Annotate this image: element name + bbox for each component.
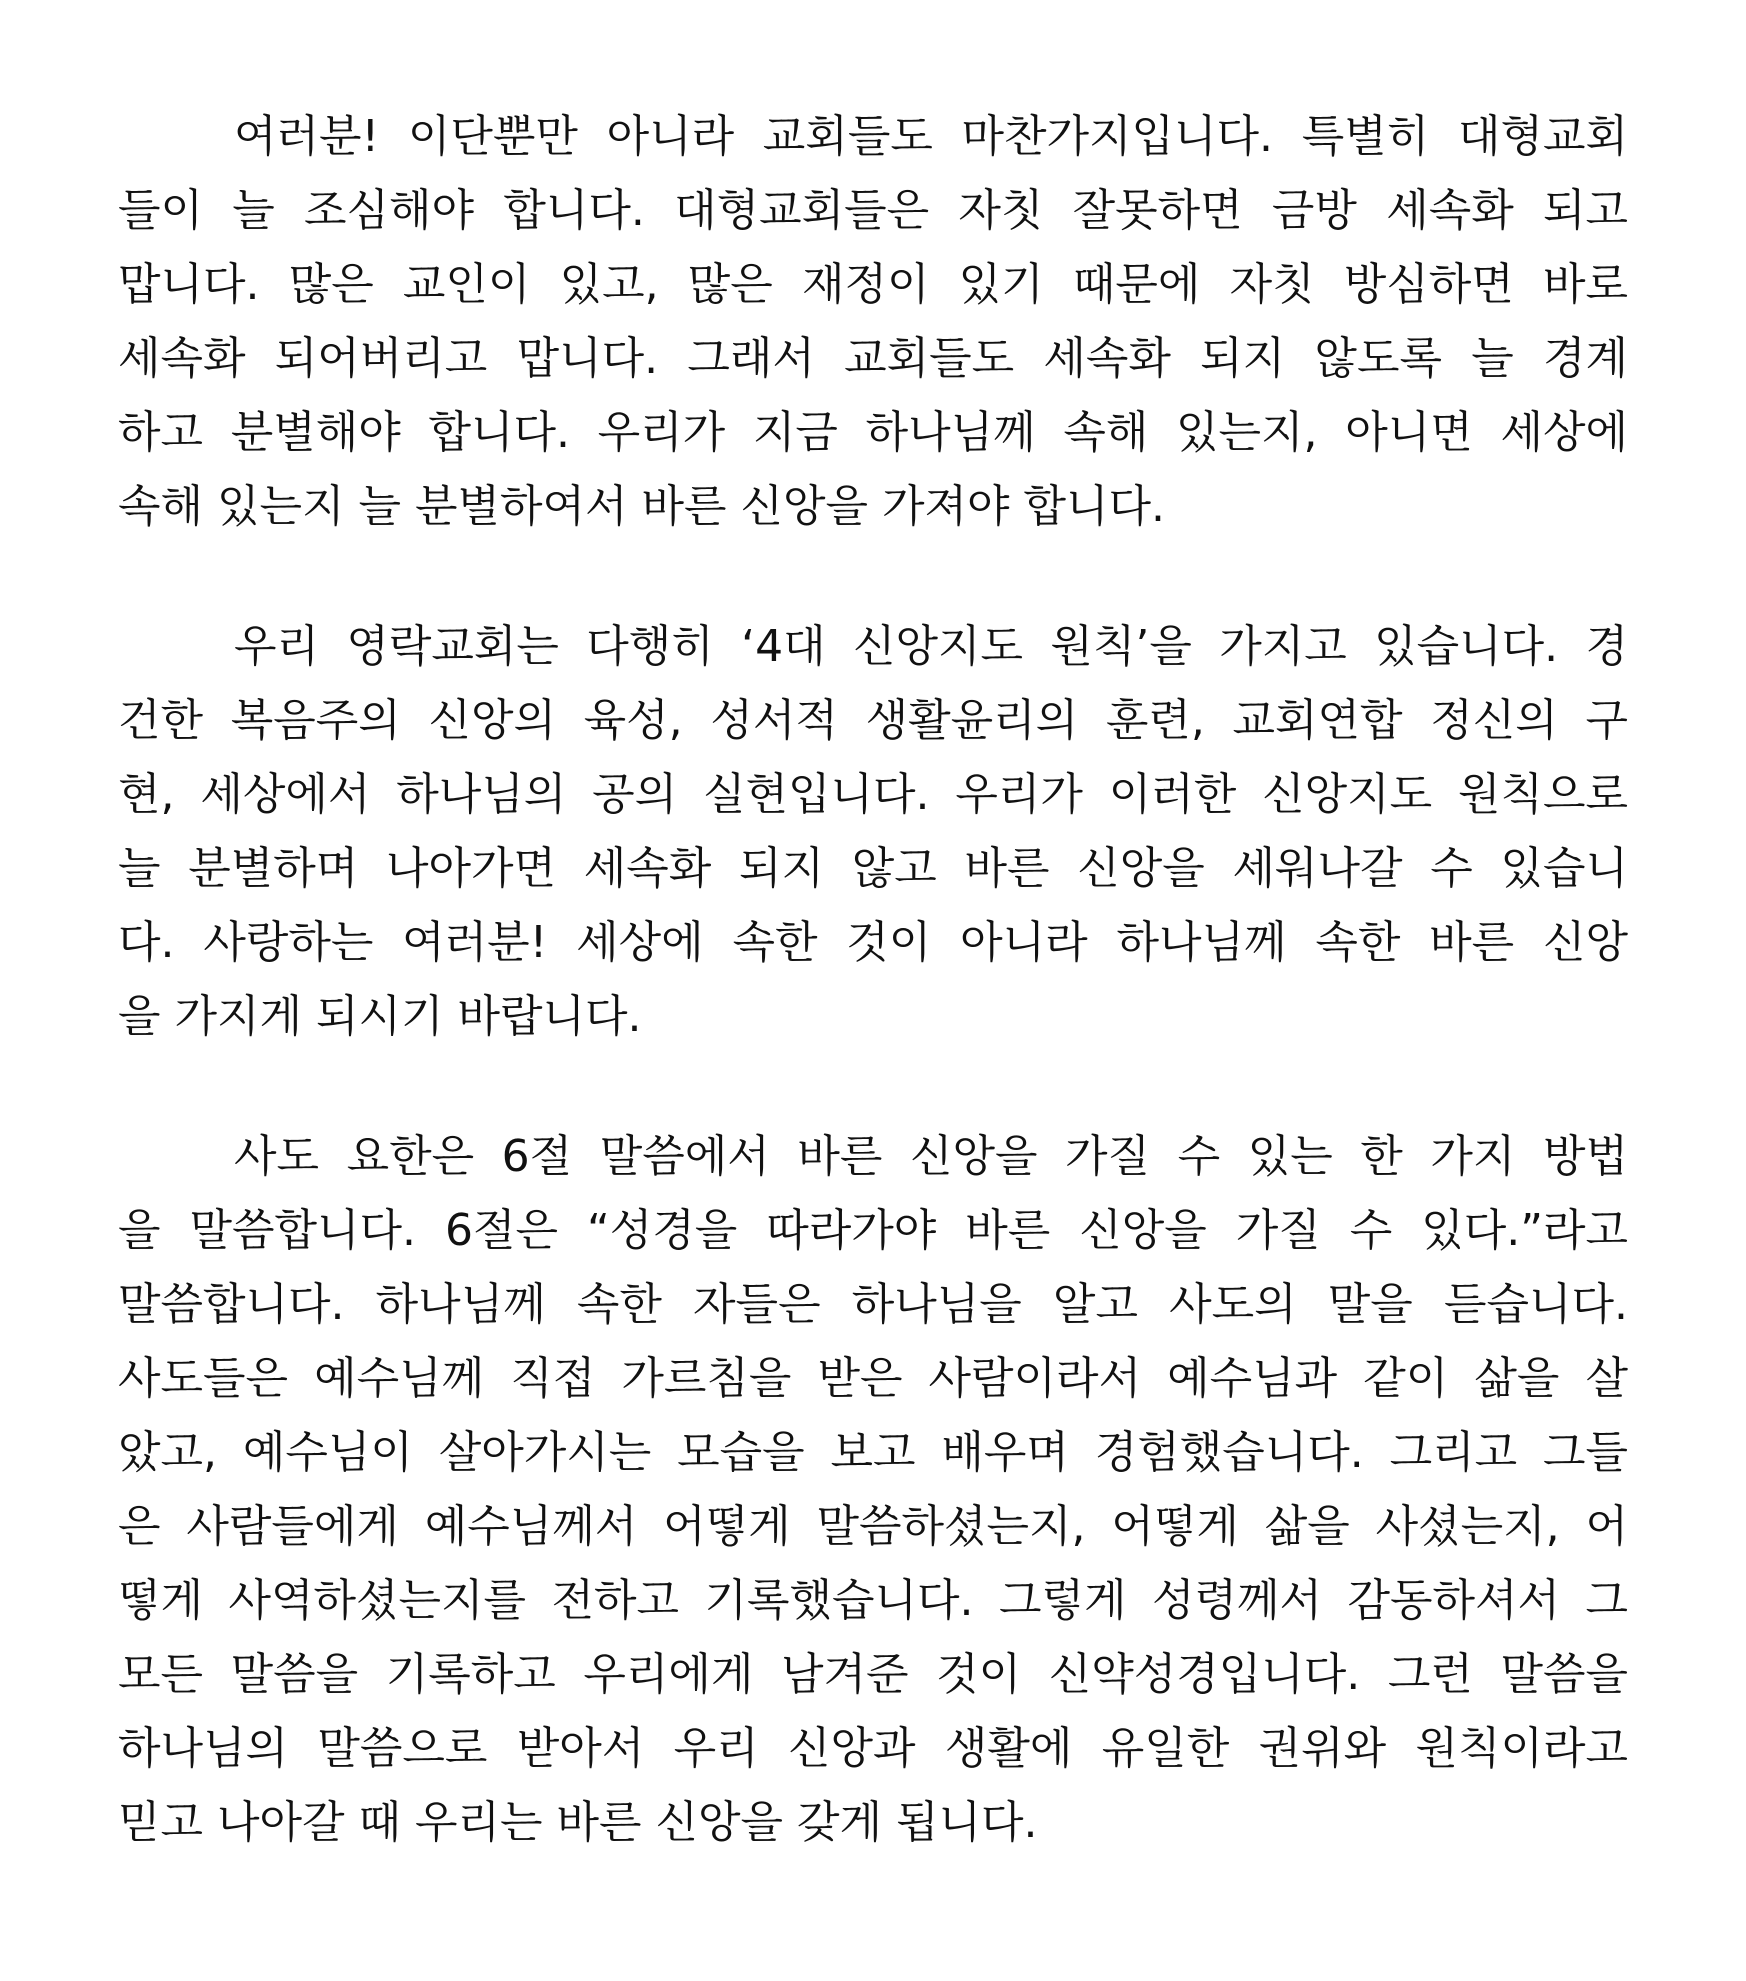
- text-line: 우리 영락교회는 다행히 ‘4대 신앙지도 원칙’을 가지고 있습니다. 경: [234, 621, 1628, 672]
- text-line: 사도 요한은 6절 말씀에서 바른 신앙을 가질 수 있는 한 가지 방법: [234, 1131, 1628, 1182]
- paragraph-1: [118, 100, 1628, 544]
- text-line: 은 사람들에게 예수님께서 어떻게 말씀하셨는지, 어떻게 삶을 사셨는지, 어: [118, 1501, 1628, 1552]
- text-line: 모든 말씀을 기록하고 우리에게 남겨준 것이 신약성경입니다. 그런 말씀을: [118, 1649, 1628, 1700]
- text-line: 세속화 되어버리고 맙니다. 그래서 교회들도 세속화 되지 않도록 늘 경계: [118, 333, 1628, 384]
- text-line: 하고 분별해야 합니다. 우리가 지금 하나님께 속해 있는지, 아니면 세상에: [118, 407, 1628, 458]
- text-line: 여러분! 이단뿐만 아니라 교회들도 마찬가지입니다. 특별히 대형교회: [234, 111, 1628, 162]
- text-line: 현, 세상에서 하나님의 공의 실현입니다. 우리가 이러한 신앙지도 원칙으로: [118, 769, 1628, 820]
- text-line: 을 말씀합니다. 6절은 “성경을 따라가야 바른 신앙을 가질 수 있다.”라고: [118, 1205, 1628, 1256]
- text-line: 맙니다. 많은 교인이 있고, 많은 재정이 있기 때문에 자칫 방심하면 바로: [118, 259, 1628, 310]
- text-line: 속해 있는지 늘 분별하여서 바른 신앙을 가져야 합니다.: [118, 481, 1165, 532]
- paragraph-2: [118, 610, 1628, 1054]
- text-line: 을 가지게 되시기 바랍니다.: [118, 991, 642, 1042]
- text-line: 하나님의 말씀으로 받아서 우리 신앙과 생활에 유일한 권위와 원칙이라고: [118, 1723, 1628, 1774]
- text-line: 다. 사랑하는 여러분! 세상에 속한 것이 아니라 하나님께 속한 바른 신앙: [118, 917, 1628, 968]
- paragraph-3: [118, 1120, 1628, 1860]
- text-line: 떻게 사역하셨는지를 전하고 기록했습니다. 그렇게 성령께서 감동하셔서 그: [118, 1575, 1628, 1626]
- text-line: 았고, 예수님이 살아가시는 모습을 보고 배우며 경험했습니다. 그리고 그들: [118, 1427, 1628, 1478]
- text-line: 믿고 나아갈 때 우리는 바른 신앙을 갖게 됩니다.: [118, 1797, 1038, 1848]
- text-line: 늘 분별하며 나아가면 세속화 되지 않고 바른 신앙을 세워나갈 수 있습니: [118, 843, 1628, 894]
- text-line: 들이 늘 조심해야 합니다. 대형교회들은 자칫 잘못하면 금방 세속화 되고: [118, 185, 1628, 236]
- text-line: 말씀합니다. 하나님께 속한 자들은 하나님을 알고 사도의 말을 듣습니다.: [118, 1279, 1628, 1330]
- document-body: [118, 100, 1628, 1860]
- text-line: 건한 복음주의 신앙의 육성, 성서적 생활윤리의 훈련, 교회연합 정신의 구: [118, 695, 1628, 746]
- text-line: 사도들은 예수님께 직접 가르침을 받은 사람이라서 예수님과 같이 삶을 살: [118, 1353, 1628, 1404]
